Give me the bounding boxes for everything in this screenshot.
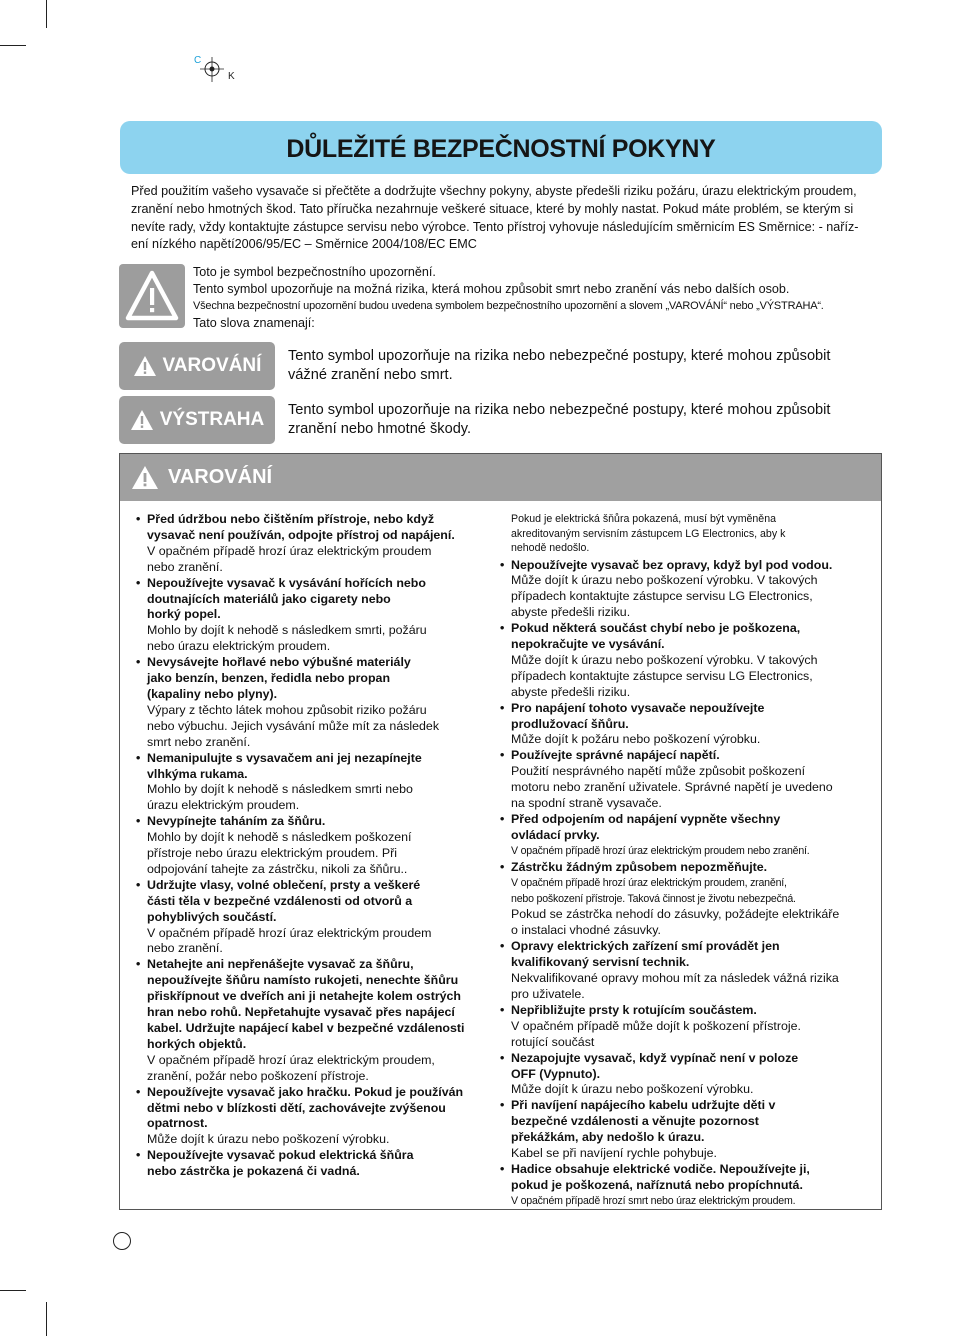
warning-item-heading-text: Nepoužívejte vysavač pokud elektrická šňůra <box>147 1148 414 1163</box>
warning-triangle-icon <box>119 264 185 328</box>
warning-item-text: o instalaci vhodné zásuvky. <box>511 923 661 938</box>
badge-desc-line: Tento symbol upozorňuje na rizika nebo nebezpečné postupy, které mohou způsobit <box>288 402 831 418</box>
warning-item-heading-text: nepokračujte ve vysávání. <box>511 637 665 652</box>
warning-triangle-icon <box>133 355 157 377</box>
warning-item-text: Pokud se zástrčka nehodí do zásuvky, požádejte elektrikáře <box>511 907 840 922</box>
badge-caution <box>119 396 275 444</box>
warning-item-text: motoru nebo zranění uživatele. Správné napětí je uvedeno <box>511 780 833 795</box>
warning-item-text: V opačném případě hrozí úraz elektrickým proudem nebo zranění. <box>511 844 810 857</box>
warning-item-heading-text: OFF (Vypnuto). <box>511 1066 601 1081</box>
warning-item-heading <box>500 1098 872 1114</box>
warning-item-heading-text: jako benzín, benzen, ředidla nebo propan <box>147 671 391 686</box>
warning-item <box>500 748 872 812</box>
warning-item-heading-text: Používejte správné napájecí napětí. <box>511 748 720 763</box>
warning-item-heading-text: kvalifikovaný servisní technik. <box>511 955 690 970</box>
warning-item-heading-text: Pokud některá součást chybí nebo je poškozena, <box>511 621 801 636</box>
bullet: • <box>500 939 505 954</box>
warning-item-text: Může dojít k úrazu nebo poškození výrobku. <box>511 1082 754 1097</box>
warning-item <box>500 558 872 622</box>
warning-item <box>136 814 488 878</box>
crop-mark-top-horizontal <box>0 45 26 46</box>
warning-item-text: V opačném případě hrozí úraz elektrickým proudem <box>147 925 432 940</box>
warning-item-heading-text: opatrnost. <box>147 1116 208 1131</box>
warning-item-heading-text: části těla v bezpečné vzdálenosti od otvorů a <box>147 893 413 908</box>
warning-item-heading <box>136 751 488 767</box>
warning-item <box>136 751 488 815</box>
warning-item-text: V opačném případě hrozí úraz elektrickým proudem, <box>147 1052 435 1067</box>
badge-warning <box>119 342 275 390</box>
warning-box-title: VAROVÁNÍ <box>168 466 273 488</box>
bullet: • <box>500 557 505 572</box>
warning-item-text: nebo zranění. <box>147 941 223 956</box>
warning-item-heading-text: Nepoužívejte vysavač jako hračku. Pokud je používán <box>147 1084 464 1099</box>
bullet: • <box>136 655 141 670</box>
crop-mark-bottom-vertical <box>46 1302 47 1336</box>
warning-item-heading <box>500 1178 872 1194</box>
warning-item-text: nebo poškození přístroje. Taková činnost je životu nebezpečná. <box>511 892 796 905</box>
warning-item-text: V opačném případě hrozí smrt nebo úraz elektrickým proudem. <box>511 1194 796 1207</box>
warning-item-heading-text: kabel. Udržujte napájecí kabel v bezpečné vzdálenosti <box>147 1021 465 1035</box>
warning-item-text: nebo zranění. <box>147 559 223 574</box>
warning-item-heading-text: Udržujte vlasy, volné oblečení, prsty a veškeré <box>147 877 421 892</box>
warning-item-heading-text: Nepoužívejte vysavač bez opravy, když byl pod vodou. <box>511 557 833 572</box>
warning-item-heading-text: pokud je poškozená, naříznutá nebo propíchnutá. <box>511 1177 803 1192</box>
warning-item-heading <box>136 1164 488 1180</box>
warning-item <box>500 1162 872 1210</box>
warning-item-text: na spodní straně vysavače. <box>511 796 662 811</box>
warning-item-heading <box>500 860 872 876</box>
warning-item-heading-text: nepoužívejte šňůru namísto rukojeti, nenechte šňůru <box>147 973 459 988</box>
warning-item-heading <box>136 973 488 989</box>
warning-item <box>136 576 488 656</box>
warning-item-heading-text: Pro napájení tohoto vysavače nepoužívejte <box>511 700 765 715</box>
warning-item-heading <box>136 655 488 671</box>
badge-warning-label: VAROVÁNÍ <box>162 355 262 376</box>
warning-item-heading <box>136 576 488 592</box>
warning-item-heading <box>136 1005 488 1021</box>
warning-item-heading <box>500 812 872 828</box>
warning-item <box>500 701 872 749</box>
warning-item-text: případech kontaktujte zástupce servisu LG Electronics, <box>511 668 813 683</box>
warning-item-heading-text: vysavač není používán, odpojte přístroj od napájení. <box>147 527 455 542</box>
warning-item-heading <box>136 1116 488 1132</box>
warning-item-text: Může dojít k úrazu nebo poškození výrobku. V takových <box>511 573 818 588</box>
warning-item-text: odpojování tahejte za zástrčku, nikoli za šňůru.. <box>147 861 408 876</box>
warning-box <box>119 453 882 1210</box>
warning-item <box>500 1003 872 1051</box>
warning-item-heading-text: Před odpojením od napájení vypněte všechny <box>511 812 781 826</box>
warning-item-heading <box>500 558 872 574</box>
warning-item-heading <box>500 748 872 764</box>
symbol-description <box>193 264 893 332</box>
warning-item-heading-text: vlhkýma rukama. <box>147 766 248 781</box>
bullet: • <box>136 814 141 829</box>
warning-item-heading <box>136 1101 488 1117</box>
warning-item-heading <box>500 1067 872 1083</box>
warning-item-heading-text: Opravy elektrických zařízení smí provádět jen <box>511 939 780 954</box>
symbol-line: Tato slova znamenají: <box>193 316 315 330</box>
warning-item-text: Nekvalifikované opravy mohou mít za následek vážná rizika <box>511 971 839 986</box>
badge-caution-description <box>288 401 888 439</box>
warning-item-text: abyste předešli riziku. <box>511 605 631 620</box>
warning-item-heading-text: Nezapojujte vysavač, když vypínač není v poloze <box>511 1050 799 1065</box>
intro-line: Před použitím vašeho vysavače si přečtěte a dodržujte všechny pokyny, abyste předešli riziku požáru, úrazu elektrickým proudem, <box>131 184 857 198</box>
warning-item-heading <box>500 828 872 844</box>
warning-item-heading-text: Nepřibližujte prsty k rotujícím součástem. <box>511 1002 757 1017</box>
warning-item-heading-text: doutnajících materiálů jako cigarety nebo <box>147 591 391 606</box>
warning-item-heading <box>136 671 488 687</box>
bullet: • <box>500 1098 505 1113</box>
warning-box-header <box>120 454 881 501</box>
warning-item-text: nebo úrazu elektrickým proudem. <box>147 639 331 654</box>
warning-item-heading <box>500 701 872 717</box>
warning-item-text: úrazu elektrickým proudem. <box>147 798 300 813</box>
warning-item-heading-text: horkých objektů. <box>147 1036 247 1051</box>
warning-item <box>136 655 488 750</box>
warning-item-text: smrt nebo zranění. <box>147 734 251 749</box>
warning-item-text: Kabel se při navíjení rychle pohybuje. <box>511 1146 717 1161</box>
warning-item-heading <box>500 1130 872 1146</box>
warning-item <box>136 512 488 576</box>
warning-item <box>500 939 872 1003</box>
warning-item-text: Může dojít k úrazu nebo poškození výrobku. <box>147 1132 390 1147</box>
warning-triangle-icon <box>131 465 159 490</box>
warning-item-heading-text: hran nebo rohů. Nepřetahujte vysavač přes napájecí <box>147 1005 455 1020</box>
warning-item-text: abyste předešli riziku. <box>511 684 631 699</box>
intro-line: zranění nebo hmotných škod. Tato příručka nezahrnuje veškeré situace, které by mohly nastat. Pokud máte problém, se kterým si <box>131 201 854 216</box>
warning-continuation-line: akreditovaným servisním zástupcem LG Electronics, aby k <box>511 527 786 540</box>
warning-continuation-note <box>500 512 872 556</box>
warning-item-heading <box>136 878 488 894</box>
warning-item <box>136 878 488 958</box>
warning-item-text: případech kontaktujte zástupce servisu LG Electronics, <box>511 589 813 604</box>
warning-item-heading-text: (kapaliny nebo plyny). <box>147 686 278 701</box>
registration-c-label: C <box>194 55 202 66</box>
bullet: • <box>500 812 505 826</box>
page-title: DŮLEŽITÉ BEZPEČNOSTNÍ POKYNY <box>286 135 716 163</box>
registration-mark <box>190 55 240 85</box>
warning-item-heading <box>136 592 488 608</box>
warning-item-text: Může dojít k požáru nebo poškození výrobku. <box>511 732 761 747</box>
bullet: • <box>136 1148 141 1163</box>
intro-paragraph <box>131 183 879 254</box>
warning-item <box>500 1098 872 1162</box>
warning-item-text: Mohlo by dojít k nehodě s následkem poškození <box>147 830 412 845</box>
warning-item-heading-text: prodlužovací šňůru. <box>511 716 629 731</box>
warning-item-heading <box>136 767 488 783</box>
bullet: • <box>136 877 141 892</box>
warning-item <box>136 1148 488 1180</box>
bullet: • <box>136 750 141 765</box>
warning-item-heading <box>500 717 872 733</box>
warning-item-heading <box>136 957 488 973</box>
warning-item-heading <box>500 621 872 637</box>
warning-item-text: nebo výbuchu. Jejich vysávání může mít za následek <box>147 718 440 733</box>
warning-item-heading-text: Zástrčku žádným způsobem nepozměňujte. <box>511 859 768 874</box>
warning-item <box>500 812 872 860</box>
warning-item-heading-text: Nevysávejte hořlavé nebo výbušné materiály <box>147 655 411 670</box>
warning-item-text: Mohlo by dojít k nehodě s následkem smrti nebo <box>147 782 413 797</box>
safety-alert-symbol <box>119 264 185 328</box>
warning-item-text: Může dojít k úrazu nebo poškození výrobku. V takových <box>511 652 818 667</box>
warning-item-heading <box>136 512 488 528</box>
intro-line: ení nízkého napětí2006/95/EC – Směrnice 2004/108/EC EMC <box>131 237 477 252</box>
page-number-circle <box>113 1232 131 1250</box>
warning-item-heading-text: Hadice obsahuje elektrické vodiče. Nepoužívejte ji, <box>511 1161 810 1176</box>
warning-item-text: Výpary z těchto látek mohou způsobit riziko požáru <box>147 702 427 717</box>
warning-item-heading-text: horký popel. <box>147 607 221 622</box>
badge-warning-description <box>288 347 888 385</box>
bullet: • <box>136 957 141 972</box>
warning-item <box>136 957 488 1084</box>
bullet: • <box>500 1002 505 1017</box>
warning-item-heading <box>500 1003 872 1019</box>
badge-desc-line: vážné zranění nebo smrt. <box>288 367 453 383</box>
warning-item-heading <box>500 1051 872 1067</box>
warning-item-text: V opačném případě hrozí úraz elektrickým proudem, zranění, <box>511 876 787 889</box>
warning-item-heading <box>500 939 872 955</box>
warning-item-heading-text: Před údržbou nebo čištěním přístroje, nebo když <box>147 512 435 526</box>
warning-item-heading <box>136 894 488 910</box>
warning-item-heading-text: Nemanipulujte s vysavačem ani jej nezapínejte <box>147 750 422 765</box>
warning-item-heading <box>500 1114 872 1130</box>
warning-item-heading-text: bezpečné vzdálenosti a věnujte pozornost <box>511 1114 759 1129</box>
warning-item-heading-text: nebo zástrčka je pokazená či vadná. <box>147 1164 360 1179</box>
warning-continuation-line: Pokud je elektrická šňůra pokazená, musí být vyměněna <box>511 513 776 525</box>
warning-item-heading-text: dětmi nebo v blízkosti dětí, zachovávejte zvýšenou <box>147 1100 446 1115</box>
warning-item-text: Použití nesprávného napětí může způsobit poškození <box>511 764 806 779</box>
symbol-line: Tento symbol upozorňuje na možná rizika, která mohou způsobit smrt nebo zranění vás nebo dalších osob. <box>193 282 790 296</box>
warning-item <box>500 621 872 701</box>
warning-item-heading <box>500 1162 872 1178</box>
warning-item-heading-text: pohyblivých součástí. <box>147 909 277 924</box>
crop-mark-top-vertical <box>46 0 47 28</box>
symbol-line: Toto je symbol bezpečnostního upozornění. <box>193 265 436 279</box>
warning-item-heading <box>136 607 488 623</box>
bullet: • <box>500 859 505 874</box>
warning-item-heading <box>500 955 872 971</box>
bullet: • <box>500 700 505 715</box>
warning-item-heading <box>136 687 488 703</box>
warning-item-heading <box>136 1021 488 1037</box>
title-bar <box>120 121 882 174</box>
warning-item-heading <box>136 989 488 1005</box>
warning-item-text: pro uživatele. <box>511 986 585 1001</box>
intro-line: nevíte rady, vždy kontaktujte zástupce servisu nebo výrobce. Tento přístroj vyhovuje následujícím směrnicím ES Směrnice: - naříz- <box>131 219 859 234</box>
warning-item-text: V opačném případě hrozí úraz elektrickým proudem <box>147 543 432 558</box>
warning-item-heading <box>136 528 488 544</box>
warning-item-heading <box>136 814 488 830</box>
bullet: • <box>500 1161 505 1176</box>
warning-item-heading-text: Nepoužívejte vysavač k vysávání hořících nebo <box>147 575 426 590</box>
warning-item-text: rotující součást <box>511 1034 595 1049</box>
bullet: • <box>500 1050 505 1065</box>
warning-item-heading <box>136 910 488 926</box>
warning-item-text: V opačném případě může dojít k poškození přístroje. <box>511 1018 801 1033</box>
warning-item-heading-text: Při navíjení napájecího kabelu udržujte děti v <box>511 1098 776 1113</box>
badge-desc-line: Tento symbol upozorňuje na rizika nebo nebezpečné postupy, které mohou způsobit <box>288 348 831 364</box>
warning-item-heading-text: Netahejte ani nepřenášejte vysavač za šňůru, <box>147 957 414 972</box>
badge-desc-line: zranění nebo hmotné škody. <box>288 421 472 437</box>
warning-item-heading <box>136 1085 488 1101</box>
crop-mark-bottom-horizontal <box>0 1290 26 1291</box>
warning-item-heading <box>136 1037 488 1053</box>
warning-item-text: zranění, požár nebo poškození přístroje. <box>147 1068 369 1083</box>
warning-item-heading-text: přiskřípnout ve dveřích ani ji netahejte kolem ostrých <box>147 989 461 1004</box>
bullet: • <box>136 575 141 590</box>
warning-item-text: Mohlo by dojít k nehodě s následkem smrti, požáru <box>147 623 427 638</box>
warning-item <box>500 1051 872 1099</box>
bullet: • <box>500 748 505 763</box>
warning-item <box>136 1085 488 1149</box>
bullet: • <box>136 1084 141 1099</box>
bullet: • <box>500 621 505 636</box>
symbol-line: Všechna bezpečnostní upozornění budou uvedena symbolem bezpečnostního upozornění a slovem „VAROVÁNÍ“ nebo „VÝSTRAHA“. <box>193 300 824 312</box>
warning-column-right <box>500 512 872 1210</box>
warning-item <box>500 860 872 940</box>
warning-triangle-icon <box>130 409 154 431</box>
warning-item-heading <box>136 1148 488 1164</box>
registration-k-label: K <box>228 71 235 82</box>
warning-continuation-line: nehodě nedošlo. <box>511 542 590 554</box>
warning-item-text: přístroje nebo úrazu elektrickým proudem. Při <box>147 846 397 861</box>
warning-item-heading <box>500 637 872 653</box>
warning-column-left <box>136 512 488 1180</box>
warning-item-heading-text: ovládací prvky. <box>511 827 600 842</box>
bullet: • <box>136 512 141 526</box>
warning-item-heading-text: Nevypínejte taháním za šňůru. <box>147 814 326 829</box>
badge-caution-label: VÝSTRAHA <box>159 409 265 430</box>
warning-item-heading-text: překážkám, aby nedošlo k úrazu. <box>511 1130 705 1145</box>
